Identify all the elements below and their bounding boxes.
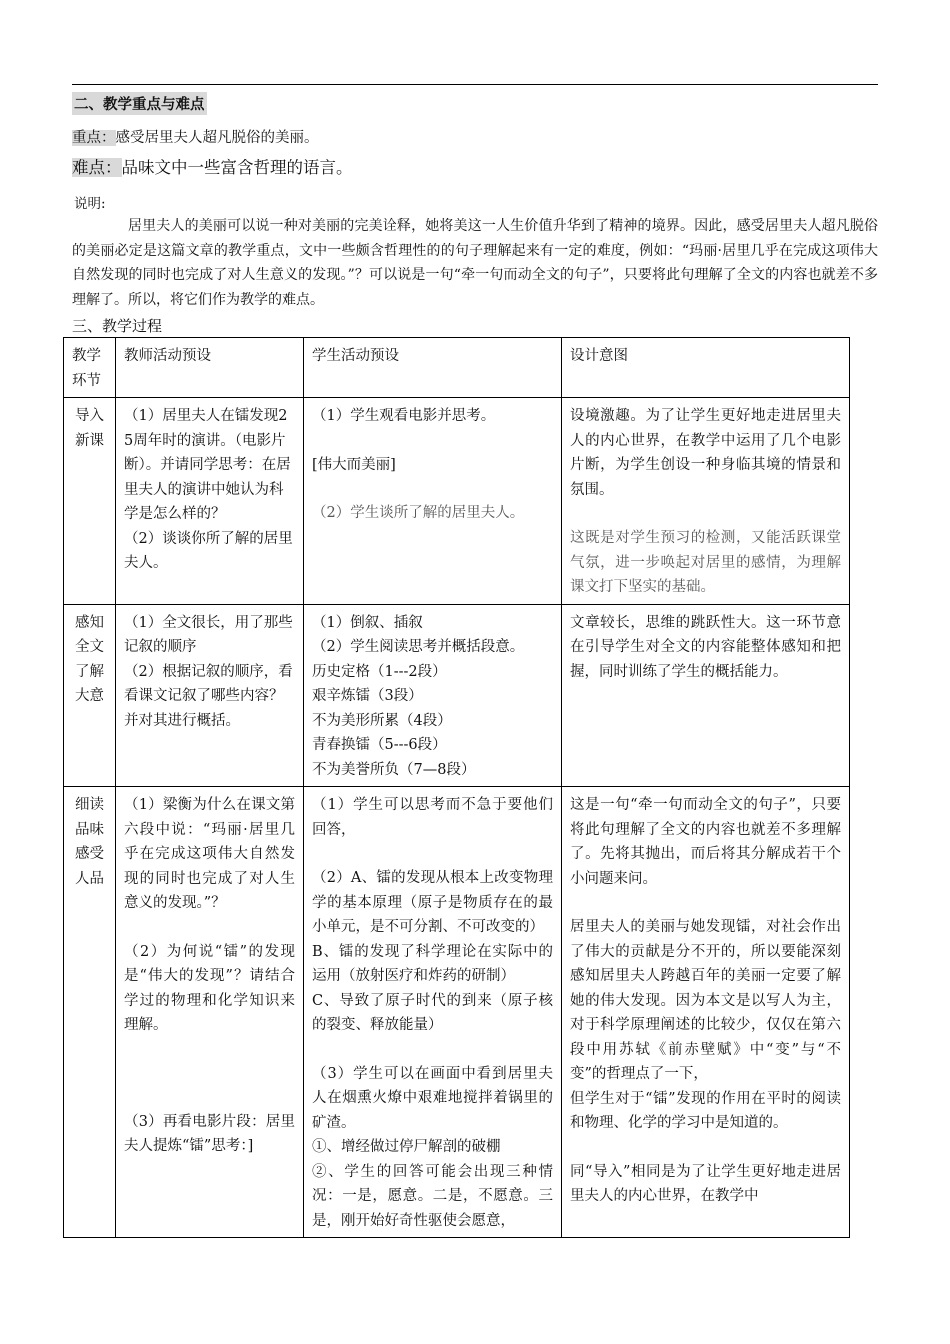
- key-point-label: 重点：: [72, 130, 116, 146]
- key-point: [72, 126, 319, 147]
- teacher-item: （2）谈谈你所了解的居里夫人。: [124, 530, 293, 571]
- student-item: 青春换镭（5---6段）: [312, 737, 447, 753]
- student-item: [伟大而美丽]: [312, 456, 396, 473]
- teacher-cell: [116, 787, 304, 1238]
- student-item: 艰辛炼镭（3段）: [312, 688, 423, 704]
- student-item: ②、学生的回答可能会出现三种情况：一是，愿意。二是，不愿意。三是，刚开始好奇性驱使会愿意，: [312, 1163, 553, 1229]
- teacher-cell: [116, 398, 304, 605]
- note-label: 说明:: [74, 196, 106, 212]
- student-item: （2）学生谈所了解的居里夫人。: [312, 505, 525, 521]
- difficulty-point: [72, 154, 353, 178]
- column-header-stage: 教学环节: [64, 338, 116, 398]
- intent-cell: [562, 604, 850, 787]
- teacher-item: （1）居里夫人在镭发现25周年时的演讲。（电影片断）。并请同学思考：在居里夫人的演讲中她认为科学是怎么样的？: [124, 408, 291, 522]
- teacher-item: （2）为何说“镭”的发现是“伟大的发现”？请结合学过的物理和化学知识来理解。: [124, 943, 295, 1033]
- teacher-cell: [116, 604, 304, 787]
- column-header-student: 学生活动预设: [304, 338, 562, 398]
- teacher-item: （2）根据记叙的顺序，看看课文记叙了哪些内容？并对其进行概括。: [124, 663, 293, 729]
- intent-item: 设境激趣。为了让学生更好地走进居里夫人的内心世界，在教学中运用了几个电影片断，为学生创设一种身临其境的情景和氛围。: [570, 408, 841, 498]
- column-header-teacher: 教师活动预设: [116, 338, 304, 398]
- table-row: [64, 604, 850, 787]
- intent-item: 同“导入”相同是为了让学生更好地走进居里夫人的内心世界，在教学中: [570, 1163, 841, 1204]
- stage-cell: 细读品味感受人品: [64, 787, 116, 1238]
- teaching-process-table: [63, 337, 850, 1238]
- intent-cell: [562, 398, 850, 605]
- top-rule: [72, 84, 878, 85]
- student-item: （2）学生阅读思考并概括段意。: [312, 639, 525, 655]
- intent-cell: [562, 787, 850, 1238]
- teacher-item: （1）梁衡为什么在课文第六段中说：“玛丽·居里几乎在完成这项伟大自然发现的同时也完成了对人生意义的发现。”？: [124, 797, 295, 911]
- stage-cell: 导入新课: [64, 398, 116, 605]
- column-header-intent: 设计意图: [562, 338, 850, 398]
- teacher-item: （1）全文很长，用了那些记叙的顺序: [124, 614, 293, 655]
- intent-item: 这是一句“牵一句而动全文的句子”，只要将此句理解了全文的内容也就差不多理解了。先将其抛出，而后将其分解成若干个小问题来问。: [570, 797, 841, 887]
- table-row: [64, 787, 850, 1238]
- table-header-row: [64, 338, 850, 398]
- difficulty-label: 难点：: [72, 158, 122, 177]
- student-item: （1）学生可以思考而不急于要他们回答，: [312, 797, 553, 838]
- teacher-item: （3）再看电影片段：居里夫人提炼“镭”思考：]: [124, 1113, 295, 1154]
- student-cell: [304, 604, 562, 787]
- student-item: C、导致了原子时代的到来（原子核的裂变、释放能量）: [312, 992, 553, 1033]
- intent-item: 但学生对于“镭”发现的作用在平时的阅读和物理、化学的学习中是知道的。: [570, 1090, 841, 1131]
- student-item: B、镭的发现了科学理论在实际中的运用（放射医疗和炸药的研制）: [312, 943, 553, 984]
- student-cell: [304, 398, 562, 605]
- key-point-text: 感受居里夫人超凡脱俗的美丽。: [115, 130, 319, 146]
- section2-heading: 二、教学重点与难点: [72, 92, 207, 115]
- student-item: 不为美誉所负（7—8段）: [312, 761, 476, 778]
- student-cell: [304, 787, 562, 1238]
- section3-heading: 三、教学过程: [72, 317, 163, 335]
- student-item: 历史定格（1---2段）: [312, 663, 447, 680]
- student-item: （3）学生可以在画面中看到居里夫人在烟熏火燎中艰难地搅拌着锅里的矿渣。: [312, 1065, 553, 1131]
- difficulty-text: 品味文中一些富含哲理的语言。: [121, 158, 353, 177]
- student-item: （2）A、镭的发现从根本上改变物理学的基本原理（原子是物质存在的最小单元，是不可分割、不可改变的）: [312, 870, 553, 935]
- student-item: （1）学生观看电影并思考。: [312, 408, 496, 424]
- table-row: [64, 398, 850, 605]
- stage-cell: 感知全文了解大意: [64, 604, 116, 787]
- student-item: （1）倒叙、插叙: [312, 614, 423, 631]
- intent-item: 文章较长，思维的跳跃性大。这一环节意在引导学生对全文的内容能整体感知和把握，同时训练了学生的概括能力。: [570, 614, 841, 680]
- student-item: ①、增经做过停尸解剖的破棚: [312, 1139, 501, 1155]
- intent-item: 居里夫人的美丽与她发现镭，对社会作出了伟大的贡献是分不开的，所以要能深刻感知居里夫人跨越百年的美丽一定要了解她的伟大发现。因为本文是以写人为主，对于科学原理阐述的比较少，仅仅在第六段中用苏轼《前赤壁赋》中“变”与“不变”的哲理点了一下，: [570, 919, 841, 1082]
- intent-item: 这既是对学生预习的检测，又能活跃课堂气氛，进一步唤起对居里的感情，为理解课文打下坚实的基础。: [570, 530, 841, 595]
- student-item: 不为美形所累（4段）: [312, 712, 452, 729]
- note-body: 居里夫人的美丽可以说一种对美丽的完美诠释，她将美这一人生价值升华到了精神的境界。因此，感受居里夫人超凡脱俗的美丽必定是这篇文章的教学重点，文中一些颇含哲理性的的句子理解起来有一定的难度，例如：“玛丽·居里几乎在完成这项伟大自然发现的同时也完成了对人生意义的发现。”？可以说是一句“牵一句而动全文的句子”，只要将此句理解了全文的内容也就差不多理解了。所以，将它们作为教学的难点。: [72, 218, 878, 308]
